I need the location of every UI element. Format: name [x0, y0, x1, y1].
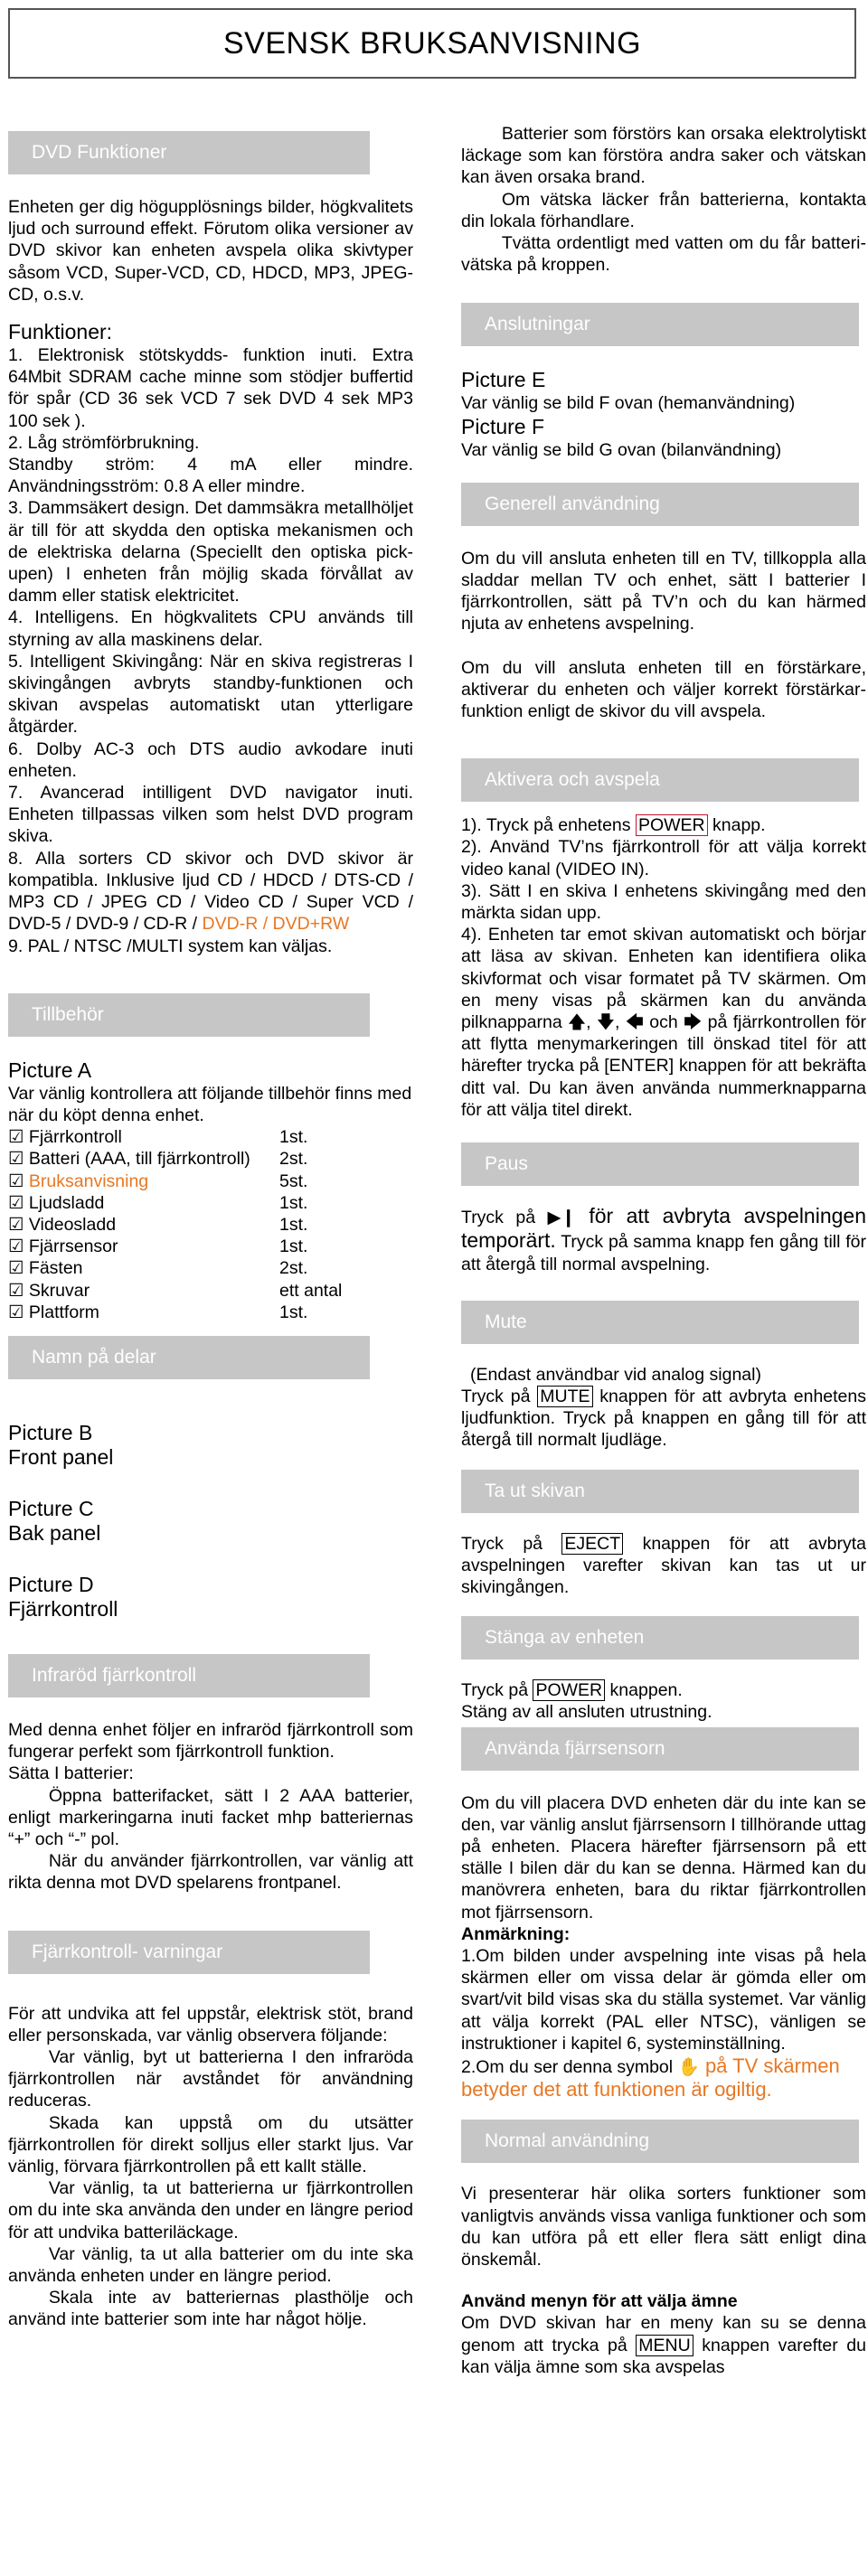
- section-header-varningar: Fjärrkontroll- varningar: [8, 1931, 370, 1974]
- sensor-text: Om du vill placera DVD enheten där du inte kan se den, var vänlig anslut fjärrsensorn I tillhörande uttag på enheten. Placera härefter fjärrsensorn på ett ställe I bilen där du kan se denna. Härmed kan du manövrera enheten, bara du riktar fjärrkontrollen mot fjärrsensorn.: [461, 1792, 866, 1923]
- step-4-text-end: på fjärrkontrollen för att flytta menymarkeringen till önskad titel för att härefter trycka på [ENTER] knappen för att bekräfta ditt val. Du kan även använda nummerknapparna för att välja titel direkt.: [461, 1012, 866, 1120]
- generell-text-1: Om du vill ansluta enheten till en TV, tillkoppla alla sladdar mellan TV och enhet, sätt I batterier I fjärrkontrollen, sätt på TV’n och du kan härmed njuta av enhetens avspelning.: [461, 548, 866, 635]
- dvd-intro-text: Enheten ger dig högupplösnings bilder, högkvalitets ljud och surround effekt. Förutom olika versioner av DVD skivor kan enheten avspela olika skivtyper såsom VCD, Super-VCD, CD, HDCD, MP3, JPEG-CD, o.s.v.: [8, 197, 413, 305]
- meny-text-pre: Om DVD skivan har en meny kan su se denna genom att trycka på: [461, 2313, 866, 2355]
- accessory-name: [8, 1170, 279, 1192]
- section-header-stanga: Stänga av enheten: [461, 1616, 859, 1659]
- mute-key-label: MUTE: [537, 1386, 592, 1407]
- accessory-qty: 1st.: [279, 1236, 308, 1257]
- varning-item: Skala inte av batteriernas plasthölje och använd inte batterier som inte har något hölje.: [8, 2288, 413, 2330]
- picture-d-label: Picture D: [8, 1572, 94, 1596]
- paus-text-pre: Tryck på: [461, 1208, 548, 1228]
- tillbehor-intro: Var vänlig kontrollera att följande tillbehör finns med när du köpt denna enhet.: [8, 1083, 412, 1125]
- page-title: SVENSK BRUKSANVISNING: [222, 25, 642, 61]
- step-4-and: och: [643, 1012, 684, 1033]
- arrow-right-icon: 🡆: [684, 1012, 703, 1033]
- battery-text-2: Om vätska läcker från batterierna, kontakta din lokala förhandlare.: [461, 189, 866, 231]
- accessory-qty: ett antal: [279, 1280, 343, 1301]
- note-2: [461, 2054, 866, 2101]
- accessory-item: [8, 1170, 413, 1192]
- step-2: 2). Använd TV’ns fjärrkontroll för att välja korrekt video kanal (VIDEO IN).: [461, 837, 866, 879]
- accessory-name: [8, 1214, 279, 1236]
- section-header-generell: Generell användning: [461, 483, 859, 526]
- mute-text-pre: Tryck på: [461, 1386, 538, 1406]
- hand-icon: ✋: [677, 2056, 700, 2077]
- mute-text: [461, 1386, 866, 1452]
- checkbox-checked-icon: ☑: [8, 1280, 24, 1301]
- accessory-name: [8, 1257, 279, 1279]
- accessory-item: [8, 1257, 413, 1279]
- accessory-label: Ljudsladd: [28, 1192, 105, 1213]
- feature-item: 7. Avancerad intilligent DVD navigator inuti. Enheten tillpassas vilken som helst DVD program skiva.: [8, 783, 413, 847]
- note-2-orange: på TV skärmen betyder det att funktionen är ogiltig.: [461, 2054, 840, 2101]
- menu-key-label: MENU: [636, 2335, 693, 2356]
- meny-text-post: knappen varefter du kan välja ämne som ska avspelas: [461, 2335, 867, 2377]
- step-1-text: 1). Tryck på enhetens: [461, 815, 636, 836]
- battery-text-3: Tvätta ordentligt med vatten om du får batteri- vätska på kroppen.: [461, 233, 866, 276]
- stanga-text: [461, 1679, 866, 1701]
- taut-text-pre: Tryck på: [461, 1533, 562, 1554]
- arrow-down-icon: 🡇: [596, 1012, 615, 1033]
- varning-item: Var vänlig, byt ut batterierna I den infraröda fjärrkontrollen när avståndet för användning reduceras.: [8, 2046, 413, 2111]
- picture-c-label: Picture C: [8, 1496, 94, 1520]
- taut-text: [461, 1533, 866, 1599]
- feature-item-8: [8, 848, 413, 935]
- step-1-text-end: knapp.: [707, 815, 766, 836]
- meny-title: Använd menyn för att välja ämne: [461, 2291, 738, 2312]
- taut-text-post: knappen för att avbryta avspelningen varefter skivan kan tas ut ur skivingången.: [461, 1533, 866, 1597]
- anslut-e-text: Var vänlig se bild F ovan (hemanvändning): [461, 393, 796, 414]
- accessory-qty: 2st.: [279, 1258, 308, 1279]
- funktioner-title: Funktioner:: [8, 320, 113, 344]
- picture-e-label: Picture E: [461, 368, 546, 392]
- meny-text: [461, 2312, 866, 2378]
- accessories-list: [8, 1126, 413, 1323]
- accessory-qty: 1st.: [279, 1127, 308, 1148]
- section-header-dvd-funktioner: DVD Funktioner: [8, 131, 370, 174]
- nar-text: När du använder fjärrkontrollen, var vänlig att rikta denna mot DVD spelarens frontpanel.: [8, 1851, 413, 1894]
- accessory-name: [8, 1126, 279, 1148]
- paus-text-post: Tryck på samma knapp fen gång till för att återgå till normal avspelning.: [461, 1232, 866, 1274]
- section-header-mute: Mute: [461, 1301, 859, 1344]
- step-4-text: 4). Enheten tar emot skivan automatiskt och börjar att läsa av skivan. Enheten kan identifiera olika skivformat och visar formatet på TV skärmen. Om en meny visas på skärmen kan du använda pilknapparna: [461, 925, 866, 1033]
- checkbox-checked-icon: ☑: [8, 1258, 24, 1279]
- satta-title: Sätta I batterier:: [8, 1763, 134, 1784]
- checkbox-checked-icon: ☑: [8, 1214, 24, 1235]
- feature-item: 1. Elektronisk stötskydds- funktion inuti. Extra 64Mbit SDRAM cache minne som stödjer buffertid för spår (CD 36 sek VCD 7 sek DVD 4 sek MP3 100 sek ).: [8, 345, 413, 431]
- varning-item: Var vänlig, ta ut alla batterier om du inte ska använda enheten under en längre period.: [8, 2243, 413, 2286]
- section-header-ta-ut-skivan: Ta ut skivan: [461, 1470, 859, 1513]
- mute-note: (Endast användbar vid analog signal): [470, 1364, 761, 1385]
- section-header-tillbehor: Tillbehör: [8, 993, 370, 1037]
- accessory-qty: 1st.: [279, 1192, 308, 1213]
- satta-text: Öppna batterifacket, sätt I 2 AAA batterier, enligt markeringarna inuti facket mhp batteriernas “+” och “-” pol.: [8, 1785, 413, 1849]
- fjarrkontroll-label: Fjärrkontroll: [8, 1596, 118, 1621]
- infrarod-text: Med denna enhet följer en infraröd fjärrkontroll som fungerar perfekt som fjärrkontroll funktion.: [8, 1719, 413, 1763]
- feature-8-text: 8. Alla sorters CD skivor och DVD skivor är kompatibla. Inklusive ljud CD / HDCD / DTS-CD / MP3 CD / JPEG CD / Video CD / Super VCD / DVD-5 / DVD-9 / CD-R /: [8, 848, 413, 935]
- features-list: [8, 344, 413, 957]
- stanga-text-pre: Tryck på: [461, 1680, 533, 1701]
- checkbox-checked-icon: ☑: [8, 1149, 24, 1170]
- power-key-label: POWER: [636, 814, 708, 836]
- accessory-qty: 2st.: [279, 1149, 308, 1170]
- accessory-qty: 1st.: [279, 1302, 308, 1322]
- feature-item: 5. Intelligent Skivingång: När en skiva registreras I skivingången avbryts standby-funktionen och skivan avspelas automatiskt utan ytterligare åtgärder.: [8, 651, 413, 738]
- feature-item: 3. Dammsäkert design. Det dammsäkra metallhöljet är till för att skydda den optiska mekanismen och de elektriska delarna (Speciellt den optiska pick- upen) I enheten från möjlig skada förvållat av damm eller statisk elektricitet.: [8, 498, 413, 606]
- battery-text-1: Batterier som förstörs kan orsaka elektrolytiskt läckage som kan förstöra andra saker och vätskan kan även orsaka brand.: [461, 124, 866, 188]
- accessory-label: Batteri (AAA, till fjärrkontroll): [28, 1149, 250, 1170]
- section-header-normal: Normal användning: [461, 2120, 859, 2163]
- feature-item: 9. PAL / NTSC /MULTI system kan väljas.: [8, 935, 333, 956]
- paus-text-big: för att avbryta avspelningen temporärt.: [461, 1204, 866, 1253]
- normal-text: Vi presenterar här olika sorters funktioner som vanligtvis används vissa vanliga funktioner och som du kan utföra på ett eller flera sätt enligt dina önskemål.: [461, 2184, 866, 2270]
- accessory-label: Plattform: [28, 1302, 99, 1322]
- accessory-item: [8, 1302, 413, 1323]
- feature-item: Standby ström: 4 mA eller mindre. Användningsström: 0.8 A eller mindre.: [8, 455, 413, 497]
- paus-text: [461, 1204, 866, 1275]
- anslut-f-text: Var vänlig se bild G ovan (bilanvändning): [461, 439, 782, 460]
- accessory-label: Fjärrsensor: [28, 1236, 118, 1257]
- accessory-name: [8, 1236, 279, 1257]
- left-column: [8, 113, 413, 2331]
- accessory-qty: 1st.: [279, 1214, 308, 1235]
- accessory-item: [8, 1280, 413, 1302]
- feature-item: 4. Intelligens. En högkvalitets CPU används till styrning av alla maskinens delar.: [8, 607, 413, 650]
- section-header-paus: Paus: [461, 1142, 859, 1186]
- accessory-name: [8, 1302, 279, 1323]
- section-header-fjarrsensorn: Använda fjärrsensorn: [461, 1727, 859, 1771]
- feature-8-highlight: DVD-R / DVD+RW: [202, 914, 350, 935]
- step-1: [461, 814, 866, 836]
- stanga-text-post: knappen.: [605, 1680, 683, 1701]
- accessory-label: Fjärrkontroll: [28, 1127, 122, 1148]
- accessory-label: Bruksanvisning: [28, 1170, 149, 1191]
- mute-text-post: knappen för att avbryta enhetens ljudfunktion. Tryck på knappen en gång till för att återgå till normalt ljudläge.: [461, 1386, 866, 1451]
- picture-f-label: Picture F: [461, 414, 545, 438]
- feature-item: 2. Låg strömförbrukning.: [8, 432, 200, 453]
- accessory-name: [8, 1280, 279, 1302]
- accessory-item: [8, 1126, 413, 1148]
- checkbox-checked-icon: ☑: [8, 1192, 24, 1213]
- step-4: 4). Enheten tar emot skivan automatiskt och börjar att läsa av skivan. Enheten kan identifiera olika skivformat och visar formatet på TV skärmen. Om en meny visas på skärmen kan du använda pilknapparna 🡅, 🡇, 🡄 och 🡆 på fjärrkontrollen för att flytta menymarkeringen till önskad titel för att härefter trycka på [ENTER] knappen för att bekräfta ditt val. Du kan även använda nummerknapparna för att välja titel direkt.: [461, 925, 866, 1120]
- section-header-anslutningar: Anslutningar: [461, 303, 859, 346]
- varningar-intro: För att undvika att fel uppstår, elektrisk stöt, brand eller personskada, var vänlig observera följande:: [8, 2003, 413, 2045]
- anmarkning-title: Anmärkning:: [461, 1923, 571, 1944]
- accessory-name: [8, 1192, 279, 1214]
- checkbox-checked-icon: ☑: [8, 1236, 24, 1257]
- arrow-left-icon: 🡄: [625, 1012, 644, 1033]
- accessory-label: Fästen: [28, 1258, 83, 1279]
- accessory-name: [8, 1148, 279, 1170]
- right-column: [461, 123, 866, 2378]
- accessory-item: [8, 1214, 413, 1236]
- play-pause-icon: ▶❙: [547, 1208, 576, 1228]
- section-header-aktivera: Aktivera och avspela: [461, 758, 859, 802]
- checkbox-checked-icon: ☑: [8, 1127, 24, 1148]
- accessory-item: [8, 1236, 413, 1257]
- checkbox-checked-icon: ☑: [8, 1302, 24, 1322]
- section-header-namn-pa-delar: Namn på delar: [8, 1336, 370, 1379]
- note-1: 1.Om bilden under avspelning inte visas på hela skärmen eller om vissa delar är gömda eller om svart/vit bild visas ska du ställa systemet. Var vänlig att välja korrekt (PAL eller NTSC), vänligen se instruktioner i kapitel 6, systeminställning.: [461, 1945, 866, 2054]
- varning-item: Skada kan uppstå om du utsätter fjärrkontrollen för direkt solljus eller starkt ljus. Var vänlig, förvara fjärrkontrollen på ett kallt ställe.: [8, 2112, 413, 2176]
- arrow-up-icon: 🡅: [568, 1012, 587, 1033]
- bak-panel-label: Bak panel: [8, 1520, 101, 1545]
- picture-a-label: Picture A: [8, 1058, 92, 1082]
- accessory-label: Videosladd: [28, 1214, 117, 1235]
- feature-item: 6. Dolby AC-3 och DTS audio avkodare inuti enheten.: [8, 738, 413, 781]
- varning-item: Var vänlig, ta ut batterierna ur fjärrkontrollen om du inte ska använda den under en längre period för att undvika batteriläckage.: [8, 2178, 413, 2242]
- step-3: 3). Sätt I en skiva I enhetens skivingång med den märkta sidan upp.: [461, 880, 866, 924]
- section-header-infrarod: Infraröd fjärrkontroll: [8, 1654, 370, 1697]
- checkbox-checked-icon: ☑: [8, 1170, 24, 1191]
- note-2-text: 2.Om du ser denna symbol: [461, 2056, 678, 2077]
- accessory-item: [8, 1192, 413, 1214]
- accessory-label: Skruvar: [28, 1280, 90, 1301]
- accessory-item: [8, 1148, 413, 1170]
- power-key-label-2: POWER: [533, 1679, 605, 1701]
- page-title-box: [8, 8, 856, 79]
- picture-b-label: Picture B: [8, 1420, 93, 1444]
- eject-key-label: EJECT: [561, 1533, 623, 1555]
- front-panel-label: Front panel: [8, 1444, 114, 1469]
- generell-text-2: Om du vill ansluta enheten till en förstärkare, aktiverar du enheten och väljer korrekt förstärkar- funktion enligt de skivor du vill avspela.: [461, 657, 866, 722]
- stanga-line-2: Stäng av all ansluten utrustning.: [461, 1702, 712, 1723]
- accessory-qty: 5st.: [279, 1170, 308, 1191]
